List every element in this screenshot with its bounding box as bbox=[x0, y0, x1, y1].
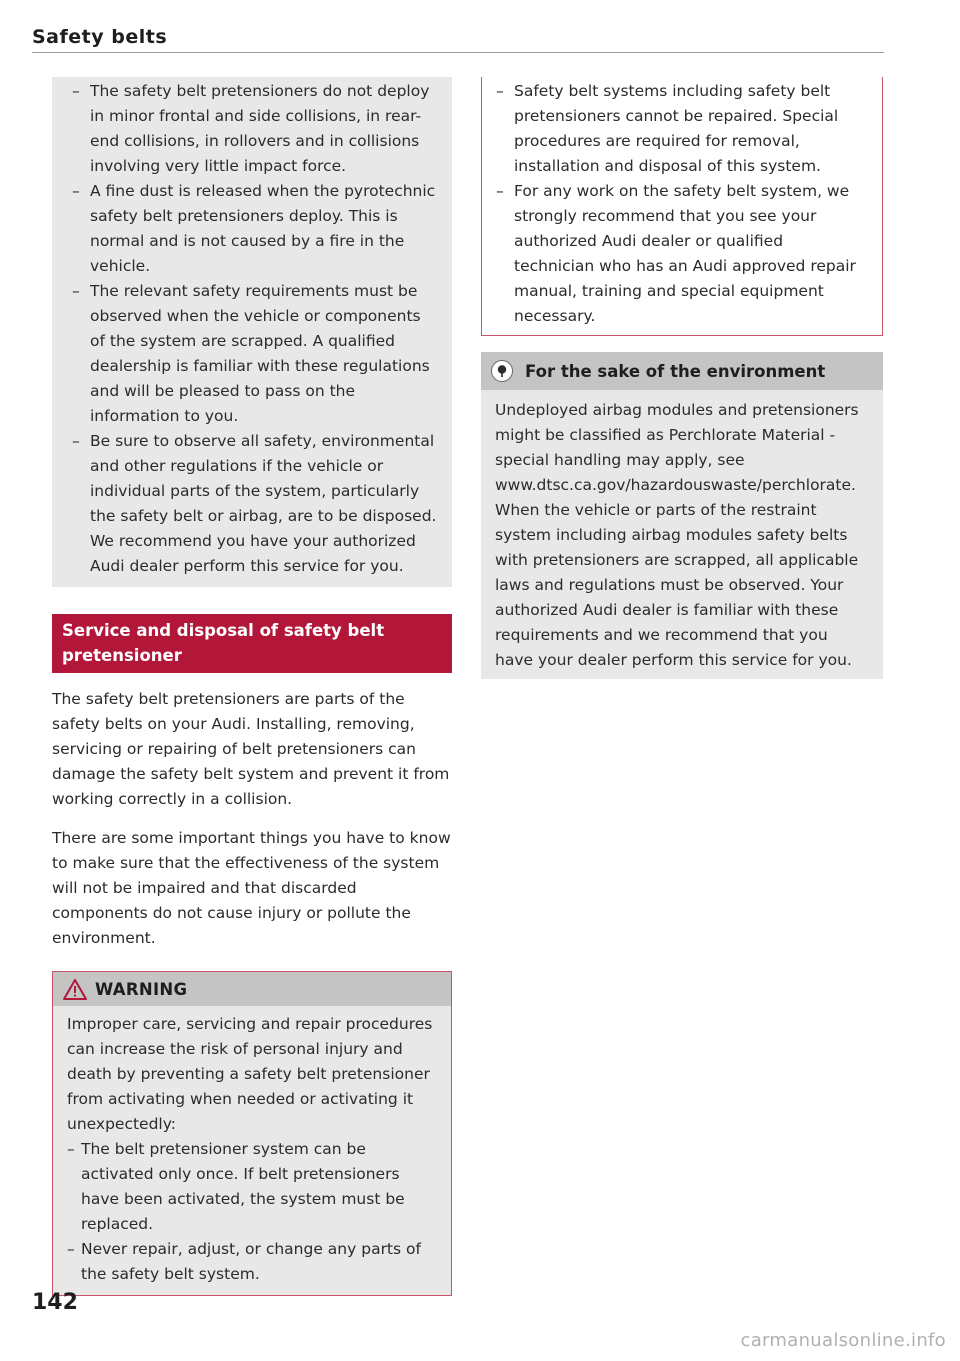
page-header-title: Safety belts bbox=[32, 26, 168, 48]
warning-intro: Improper care, servicing and repair procedures can increase the risk of personal injury and death by preventing a safety belt pretensioner from activating when needed or activating it unexpectedly: bbox=[67, 1015, 433, 1133]
body-paragraph: There are some important things you have to know to make sure that the effectiveness of the system will not be impaired and that discarded components do not cause injury or pollute the environment. bbox=[52, 829, 451, 947]
header-divider bbox=[32, 52, 884, 53]
list-item: – The belt pretensioner system can be activated only once. If belt pretensioners have been activated, the system must be replaced. bbox=[67, 1137, 437, 1237]
list-item: – Be sure to observe all safety, environmental and other regulations if the vehicle or individual parts of the system, particularly the safety belt or airbag, are to be disposed. We recommend you have your authorized Audi dealer perform this service for you. bbox=[66, 429, 438, 579]
right-column bbox=[481, 77, 883, 679]
list-item: – Safety belt systems including safety belt pretensioners cannot be repaired. Special procedures are required for removal, installation and disposal of this system. bbox=[490, 79, 868, 179]
warning-body bbox=[53, 1006, 451, 1295]
list-item: – For any work on the safety belt system, we strongly recommend that you see your authorized Audi dealer or qualified technician who has an Audi approved repair manual, training and special equipment necessary. bbox=[490, 179, 868, 329]
warning-triangle-icon bbox=[63, 979, 87, 1000]
warning-continuation-box bbox=[481, 77, 883, 336]
page-number: 142 bbox=[32, 1290, 78, 1315]
list-item: – A fine dust is released when the pyrotechnic safety belt pretensioners deploy. This is normal and is not caused by a fire in the vehicle. bbox=[66, 179, 438, 279]
environment-title: For the sake of the environment bbox=[525, 361, 826, 381]
notes-box bbox=[52, 77, 452, 587]
left-column bbox=[52, 77, 452, 1296]
warning-list bbox=[67, 1137, 437, 1287]
section-heading: Service and disposal of safety belt pretensioner bbox=[52, 614, 452, 673]
list-item: – The relevant safety requirements must be observed when the vehicle or components of the system are scrapped. A qualified dealership is familiar with these regulations and will be pleased to pass on the information to you. bbox=[66, 279, 438, 429]
notes-list bbox=[66, 79, 438, 579]
warning-box bbox=[52, 971, 452, 1296]
tree-icon bbox=[491, 360, 513, 382]
environment-box bbox=[481, 352, 883, 679]
warning-header bbox=[53, 972, 451, 1006]
list-item: – Never repair, adjust, or change any parts of the safety belt system. bbox=[67, 1237, 437, 1287]
warning-title: WARNING bbox=[95, 980, 188, 999]
list-item: – The safety belt pretensioners do not deploy in minor frontal and side collisions, in rear-end collisions, in rollovers and in collisions involving very little impact force. bbox=[66, 79, 438, 179]
watermark: carmanualsonline.info bbox=[740, 1330, 946, 1351]
warning-continuation-list bbox=[490, 79, 868, 329]
environment-body: Undeployed airbag modules and pretensioners might be classified as Perchlorate Material -special handling may apply, see www.dtsc.ca.gov/hazardouswaste/perchlorate. When the vehicle or parts of the restraint system including airbag modules safety belts with pretensioners are scrapped, all applicable laws and regulations must be observed. Your authorized Audi dealer is familiar with these requirements and we recommend that you have your dealer perform this service for you. bbox=[495, 401, 859, 669]
environment-header bbox=[481, 352, 883, 390]
body-paragraph: The safety belt pretensioners are parts of the safety belts on your Audi. Installing, removing, servicing or repairing of belt pretensioners can damage the safety belt system and prevent it from working correctly in a collision. bbox=[52, 690, 450, 808]
